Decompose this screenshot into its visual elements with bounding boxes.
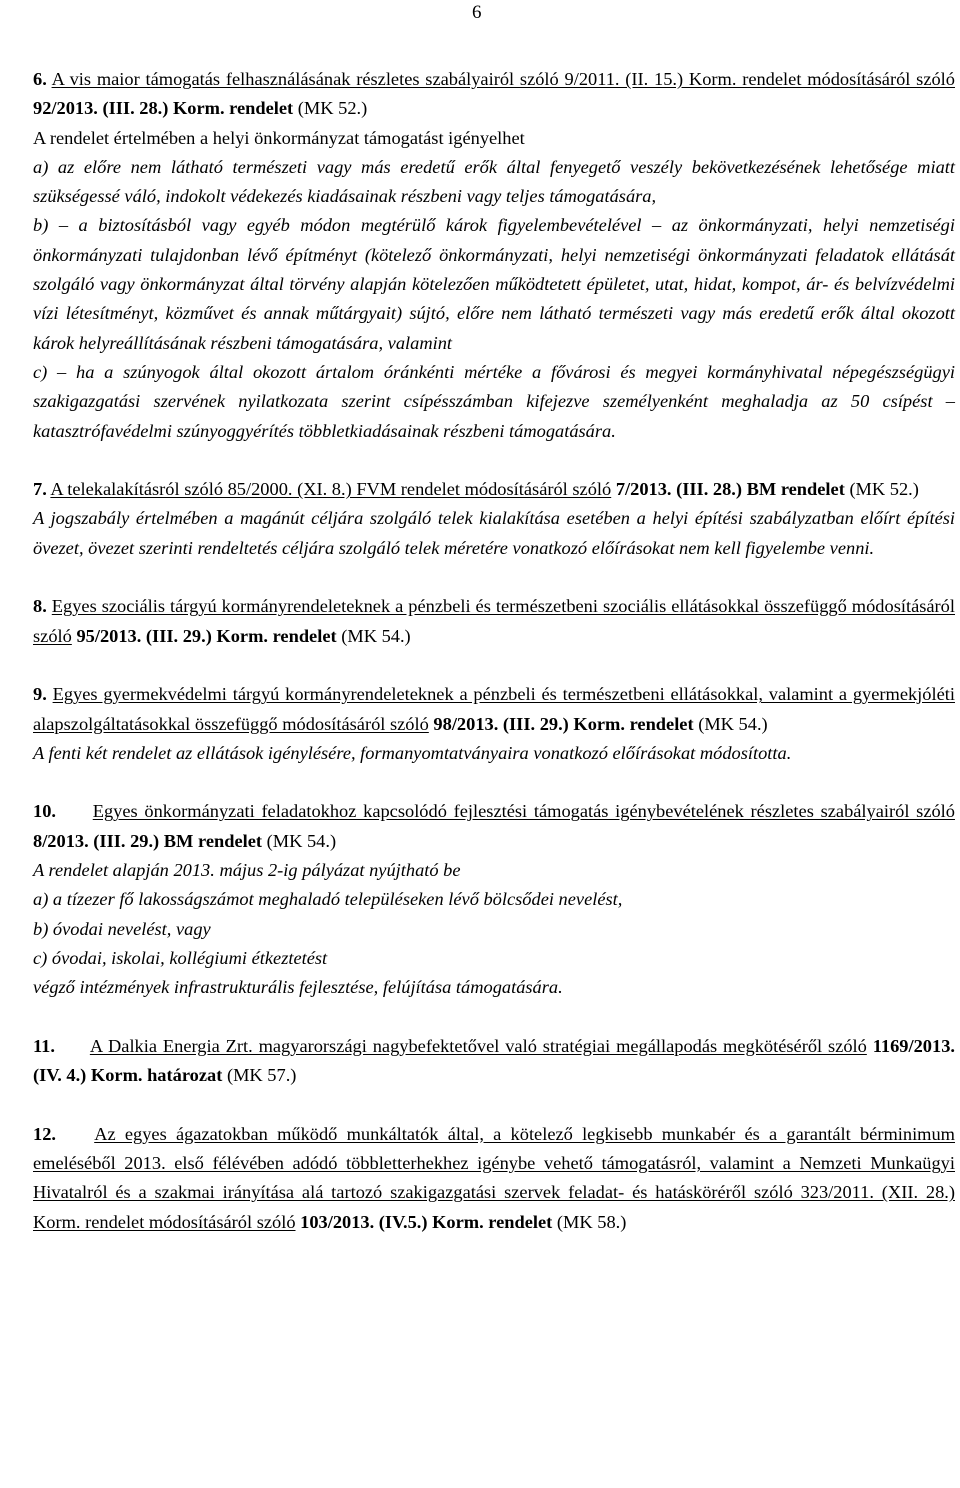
section-mk: (MK 57.) (226, 1065, 297, 1086)
section-title: A vis maior támogatás felhasználásának részletes szabályairól szóló 9/2011. (II. 15.) Korm. rendelet módosításáról szóló (51, 69, 955, 89)
section-8 (33, 592, 955, 651)
section-number: 7. (33, 479, 47, 500)
section-ref: 8/2013. (III. 29.) BM rendelet (33, 830, 263, 851)
section-number: 6. (33, 69, 47, 89)
section-intro: A rendelet értelmében a helyi önkormányzat támogatást igényelhet (33, 127, 525, 148)
section-heading (33, 65, 955, 124)
item-b: b) óvodai nevelést, vagy (33, 918, 211, 939)
section-ref: 98/2013. (III. 29.) Korm. rendelet (433, 713, 694, 734)
section-heading (33, 592, 955, 651)
section-11 (33, 1032, 955, 1091)
section-9 (33, 680, 955, 768)
section-mk: (MK 52.) (297, 98, 368, 119)
page-number: 6 (472, 2, 482, 23)
section-heading (33, 797, 955, 856)
section-heading (33, 1032, 955, 1091)
item-c: c) – ha a szúnyogok által okozott ártalom óránkénti mértéke a fővárosi és megyei kormányhivatal népegészségügyi szakigazgatási szervének nyilatkozata szerint csípésszámban kifejezve személyenként meghaladja az 50 csípést – katasztrófavédelmi szúnyoggyérítés többletkiadásainak részbeni támogatására. (33, 361, 955, 441)
section-title: Egyes önkormányzati feladatokhoz kapcsolódó fejlesztési támogatás igénybevételének részletes szabályairól szóló (92, 801, 955, 822)
section-6 (33, 65, 955, 446)
section-heading (33, 1120, 955, 1237)
section-heading (33, 680, 955, 739)
section-title: Egyes gyermekvédelmi tárgyú kormányrendeleteknek a pénzbeli és természetbeni ellátásokkal, valamint a gyermekjóléti alapszolgáltatásokkal összefüggő módosításáról szóló (33, 684, 955, 734)
section-number: 11. (33, 1035, 55, 1056)
item-a: a) a tízezer fő lakosságszámot meghaladó településeken lévő bölcsődei nevelést, (33, 889, 623, 910)
item-a: a) az előre nem látható természeti vagy más eredetű erők által fenyegető veszély bekövetkezésének lehetősége miatt szükségessé váló, indokolt védekezés kiadásainak részbeni vagy teljes támogatására, (33, 156, 955, 207)
section-heading (33, 475, 955, 504)
item-b: b) – a biztosításból vagy egyéb módon megtérülő károk figyelembevételével – az önkormányzati, helyi nemzetiségi önkormányzati tulajdonban lévő építményt (kötelező önkormányzati, helyi nemzetiségi önkormányzati feladatok ellátását szolgáló vagy önkormányzat által törvény alapján kötelezően működtetett épületet, utat, hidat, kompot, ár- és belvízvédelmi vízi létesítményt, közművet és annak műtárgyait) sújtó, előre nem látható természeti vagy más eredetű erők által okozott károk helyreállításának részbeni támogatására, valamint (33, 215, 955, 353)
section-ref: 95/2013. (III. 29.) Korm. rendelet (76, 625, 337, 646)
item-c: c) óvodai, iskolai, kollégiumi étkeztetést (33, 947, 328, 968)
section-12 (33, 1120, 955, 1237)
section-title: Az egyes ágazatokban működő munkáltatók által, a kötelező legkisebb munkabér és a garantált bérminimum emeléséből 2013. első félévében adódó többletterhekhez igénybe vehető támogatásról, valamint a Nemzeti Munkaügyi Hivatalról és a szakmai irányítása alá tartozó szakigazgatási szervek feladat- és hatásköréről szóló 323/2011. (XII. 28.) Korm. rendelet módosításáról szóló (33, 1123, 955, 1232)
section-mk: (MK 52.) (849, 479, 919, 500)
section-title: A telekalakításról szóló 85/2000. (XI. 8.) FVM rendelet módosításáról szóló (50, 479, 612, 500)
section-ref: 1169/2013. (IV. 4.) Korm. határozat (33, 1035, 955, 1086)
section-body: A fenti két rendelet az ellátások igénylésére, formanyomtatványaira vonatkozó előírásokat módosította. (33, 742, 792, 763)
section-mk: (MK 54.) (341, 625, 411, 646)
section-body: A jogszabály értelmében a magánút céljára szolgáló telek kialakítása esetében a helyi építési szabályzatban előírt építési övezet, övezet szerinti rendeltetés céljára szolgáló telek méretére vonatkozó előírásokat nem kell figyelembe venni. (33, 508, 955, 558)
section-mk: (MK 54.) (698, 713, 768, 734)
section-ref: 92/2013. (III. 28.) Korm. rendelet (33, 98, 294, 119)
section-ref: 103/2013. (IV.5.) Korm. rendelet (300, 1211, 553, 1232)
section-tail: végző intézmények infrastrukturális fejlesztése, felújítása támogatására. (33, 977, 563, 998)
section-number: 12. (33, 1123, 56, 1144)
section-number: 8. (33, 596, 47, 617)
section-intro: A rendelet alapján 2013. május 2-ig pályázat nyújtható be (33, 860, 461, 881)
section-number: 9. (33, 684, 47, 705)
document-body (33, 65, 955, 1266)
section-number: 10. (33, 801, 56, 822)
section-10 (33, 797, 955, 1002)
section-7 (33, 475, 955, 563)
section-title: Egyes szociális tárgyú kormányrendeleteknek a pénzbeli és természetbeni szociális ellátásokkal összefüggő módosításáról szóló (33, 596, 955, 646)
section-ref: 7/2013. (III. 28.) BM rendelet (615, 479, 845, 500)
section-mk: (MK 58.) (556, 1211, 627, 1232)
section-title: A Dalkia Energia Zrt. magyarországi nagybefektetővel való stratégiai megállapodás megkötéséről szóló (89, 1035, 867, 1056)
section-mk: (MK 54.) (266, 830, 337, 851)
